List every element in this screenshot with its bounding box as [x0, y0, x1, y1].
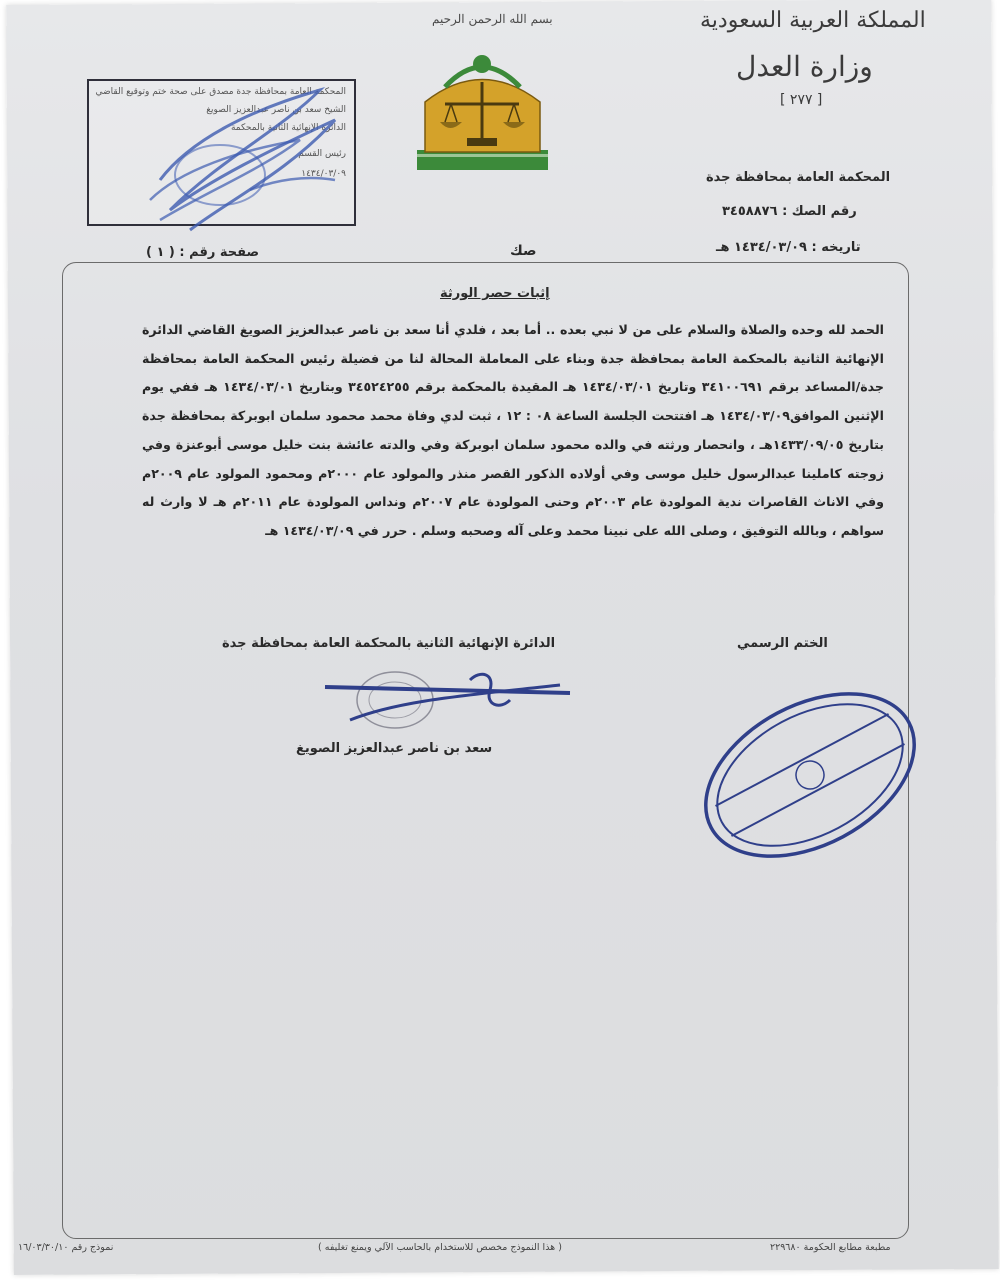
- judge-name: سعد بن ناصر عبدالعزيز الصويغ: [296, 741, 493, 756]
- footer-note: ( هذا النموذج مخصص للاستخدام بالحاسب الآلي ويمنع تغليفه ): [318, 1242, 562, 1253]
- footer-press: مطبعة مطابع الحكومة ٢٢٩٦٨٠: [770, 1242, 891, 1253]
- basmala: بسم الله الرحمن الرحيم: [432, 12, 553, 26]
- judge-circuit: الدائرة الإنهائية الثانية بالمحكمة العامة بمحافظة جدة: [222, 636, 556, 651]
- page-number: صفحة رقم : ( ١ ): [146, 245, 260, 260]
- deed-date: تاريخه : ١٤٣٤/٠٣/٠٩ هـ: [716, 240, 861, 255]
- header-number: [ ٢٧٧ ]: [780, 92, 823, 108]
- stamp-line: الشيخ سعد بن ناصر عبدالعزيز الصويغ: [206, 105, 346, 115]
- ministry-heading: وزارة العدل: [736, 50, 873, 83]
- deed-number: رقم الصك : ٣٤٥٨٨٧٦: [722, 204, 857, 219]
- document-body-text: الحمد لله وحده والصلاة والسلام على من لا نبي بعده .. أما بعد ، فلدي أنا سعد بن ناصر عبدالعزيز الصويغ القاضي الدائرة الإنهائية الثانية بالمحكمة العامة بمحافظة جدة وبناء على المعاملة المحالة لنا من فضيلة رئيس المحكمة العامة بمحافظة جدة/المساعد برقم ٣٤١٠٠٦٩١ وتاريخ ١٤٣٤/٠٣/٠١ هـ المقيدة بالمحكمة برقم ٣٤٥٢٤٢٥٥ وبتاريخ ١٤٣٤/٠٣/٠١ هـ ففي يوم الإثنين الموافق١٤٣٤/٠٣/٠٩ هـ افتتحت الجلسة الساعة ٠٨ : ١٢ ، ثبت لدي وفاة محمد محمود سلمان ابوبركة بمحافظة جدة بتاريخ ١٤٣٣/٠٩/٠٥هـ ، وانحصار ورثته في والده محمود سلمان ابوبركة وفي والدته عائشة بنت خليل موسى أبوعنزة وفي زوجته كاملينا عبدالرسول خليل موسى وفي أولاده الذكور القصر منذر والمولود عام ٢٠٠٠م ومحمود المولود عام ٢٠٠٩م وفي الاناث القاصرات ندية المولودة عام ٢٠٠٣م وحنى المولودة عام ٢٠٠٧م ونداس المولودة عام ٢٠١١م هـ لا وارث له سواهم ، وبالله التوفيق ، وصلى الله على نبينا محمد وعلى آله وصحبه وسلم . حرر في ١٤٣٤/٠٣/٠٩ هـ: [142, 322, 884, 538]
- official-seal-label: الختم الرسمي: [737, 636, 828, 651]
- stamp-line: المحكمة العامة بمحافظة جدة مصدق على صحة ختم وتوقيع القاضي: [95, 87, 346, 97]
- handwritten-signature-scribble: [100, 80, 360, 240]
- court-name: المحكمة العامة بمحافظة جدة: [706, 170, 891, 185]
- stamp-line: ١٤٣٤/٠٣/٠٩: [301, 169, 346, 179]
- judge-signature: [320, 665, 580, 740]
- document-title: إثبات حصر الورثة: [440, 286, 550, 301]
- ministry-emblem-icon: [415, 42, 550, 172]
- footer-form-number: نموذج رقم ١٦/٠٣/٣٠/١٠: [18, 1242, 114, 1253]
- stamp-line: رئيس القسم: [298, 149, 346, 159]
- kingdom-heading: المملكة العربية السعودية: [700, 8, 926, 33]
- deed-label: صك: [510, 243, 537, 259]
- stamp-line: الدائرة الإنهائية الثانية بالمحكمة: [230, 123, 346, 133]
- ministry-round-stamp: [690, 680, 930, 870]
